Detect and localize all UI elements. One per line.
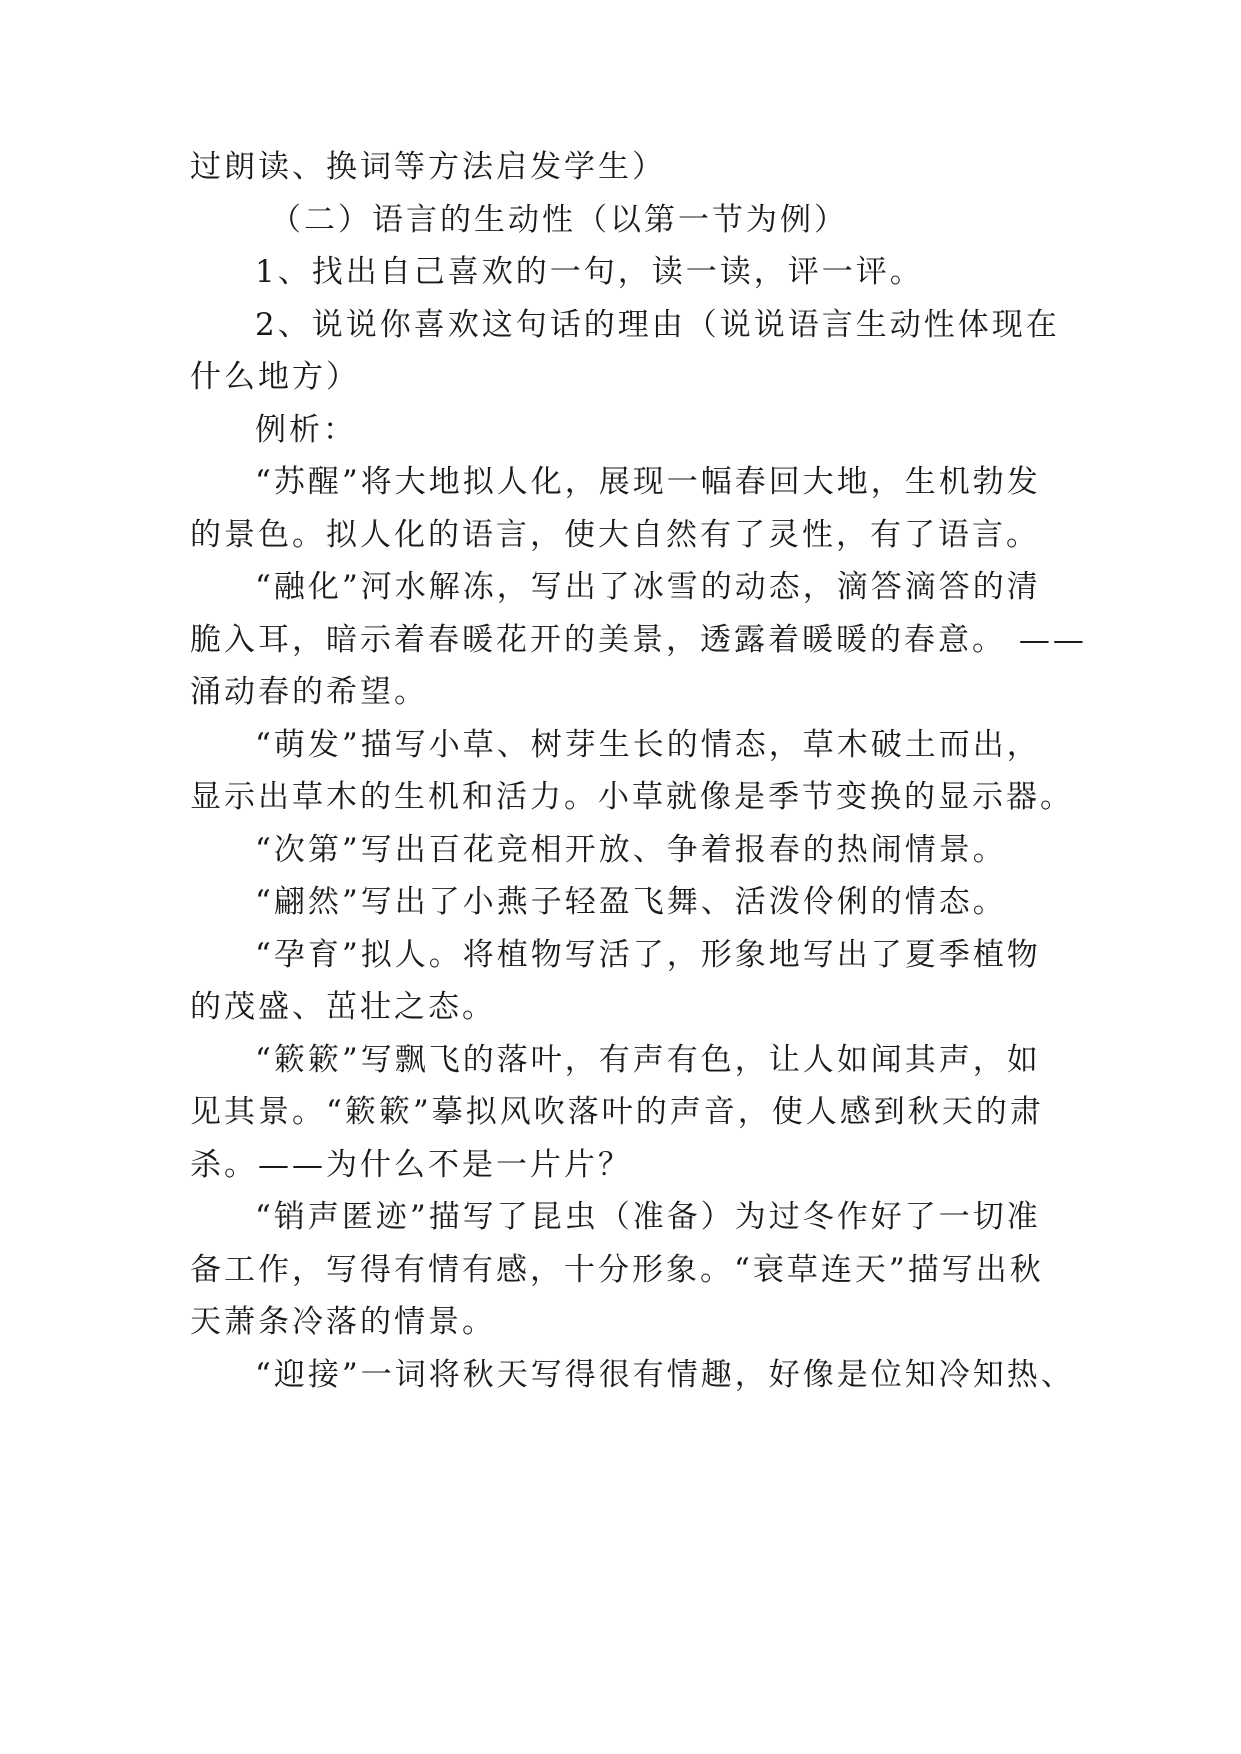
paragraph-yunyu: “孕育”拟人。将植物写活了，形象地写出了夏季植物 [255, 937, 1041, 973]
list-item-1: 1、找出自己喜欢的一句，读一读，评一评。 [255, 254, 924, 290]
paragraph-susu: “簌簌”写飘飞的落叶，有声有色，让人如闻其声，如 [255, 1042, 1041, 1078]
list-item-2-cont: 什么地方） [190, 359, 360, 395]
list-item-2: 2、说说你喜欢这句话的理由（说说语言生动性体现在 [255, 307, 1060, 343]
paragraph-ronghua: “融化”河水解冻，写出了冰雪的动态，滴答滴答的清 [255, 569, 1041, 605]
paragraph-yingjie: “迎接”一词将秋天写得很有情趣，好像是位知冷知热、 [255, 1357, 1075, 1393]
paragraph-ronghua-cont: 脆入耳，暗示着春暖花开的美景，透露着暖暖的春意。 —— [190, 622, 1087, 658]
paragraph-susu-cont2: 杀。——为什么不是一片片？ [190, 1147, 632, 1183]
paragraph-xiaosheng-cont2: 天萧条冷落的情景。 [190, 1304, 496, 1340]
example-heading: 例析： [255, 412, 357, 448]
paragraph-pianran: “翩然”写出了小燕子轻盈飞舞、活泼伶俐的情态。 [255, 884, 1007, 920]
paragraph-suxing-cont: 的景色。拟人化的语言，使大自然有了灵性，有了语言。 [190, 517, 1040, 553]
paragraph-suxing: “苏醒”将大地拟人化，展现一幅春回大地，生机勃发 [255, 464, 1041, 500]
paragraph-yunyu-cont: 的茂盛、茁壮之态。 [190, 989, 496, 1025]
paragraph-ronghua-cont2: 涌动春的希望。 [190, 674, 428, 710]
section-heading: （二）语言的生动性（以第一节为例） [270, 202, 848, 238]
paragraph-susu-cont: 见其景。“簌簌”摹拟风吹落叶的声音，使人感到秋天的肃 [190, 1094, 1044, 1130]
paragraph-mengfa-cont: 显示出草木的生机和活力。小草就像是季节变换的显示器。 [190, 779, 1074, 815]
paragraph-mengfa: “萌发”描写小草、树芽生长的情态，草木破土而出， [255, 727, 1041, 763]
paragraph-xiaosheng: “销声匿迹”描写了昆虫（准备）为过冬作好了一切准 [255, 1199, 1041, 1235]
paragraph-cidi: “次第”写出百花竞相开放、争着报春的热闹情景。 [255, 832, 1007, 868]
paragraph-xiaosheng-cont: 备工作，写得有情有感，十分形象。“衰草连天”描写出秋 [190, 1252, 1044, 1288]
text-line-continuation: 过朗读、换词等方法启发学生） [190, 149, 666, 185]
